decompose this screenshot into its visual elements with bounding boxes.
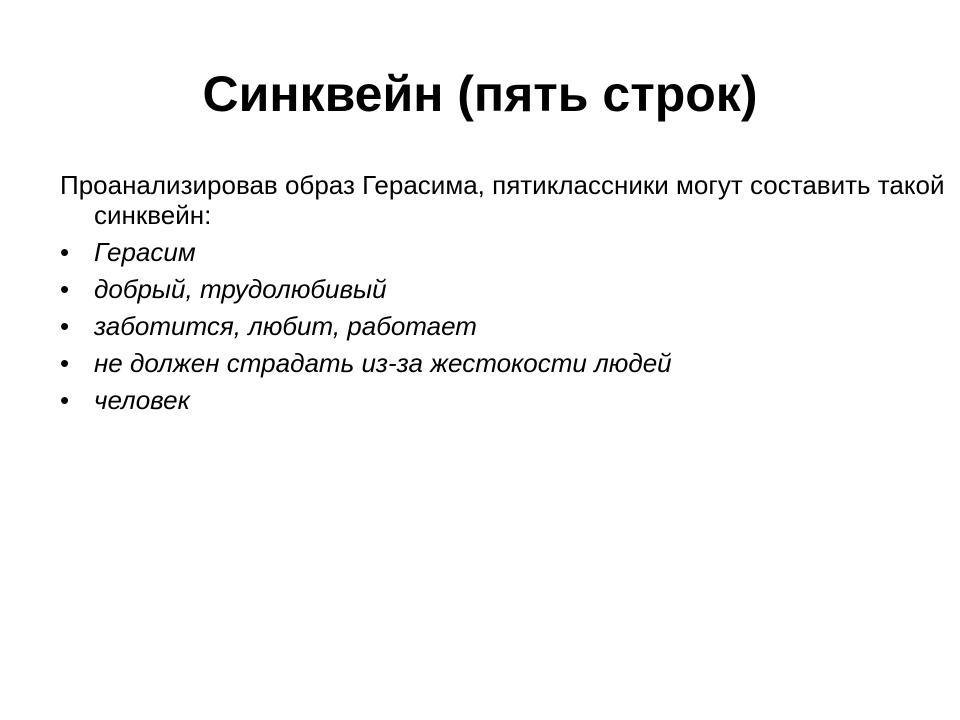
bullet-icon: • bbox=[60, 348, 70, 378]
list-item bbox=[60, 348, 920, 385]
slide-title: Синквейн (пять строк) bbox=[202, 66, 758, 122]
cinquain-line-1: Герасим bbox=[94, 237, 196, 267]
cinquain-line-5: человек bbox=[94, 385, 190, 415]
bullet-icon: • bbox=[60, 237, 70, 267]
cinquain-list bbox=[60, 237, 920, 422]
list-item bbox=[60, 385, 920, 422]
bullet-icon: • bbox=[60, 385, 70, 415]
list-item bbox=[60, 237, 920, 274]
bullet-icon: • bbox=[60, 274, 70, 304]
cinquain-line-2: добрый, трудолюбивый bbox=[94, 274, 387, 304]
bullet-icon: • bbox=[60, 311, 70, 341]
list-item bbox=[60, 274, 920, 311]
list-item bbox=[60, 311, 920, 348]
cinquain-line-4: не должен страдать из-за жестокости людей bbox=[94, 348, 672, 378]
cinquain-line-3: заботится, любит, работает bbox=[94, 311, 477, 341]
intro-paragraph: Проанализировав образ Герасима, пятиклассники могут составить такой синквейн: bbox=[60, 170, 945, 230]
